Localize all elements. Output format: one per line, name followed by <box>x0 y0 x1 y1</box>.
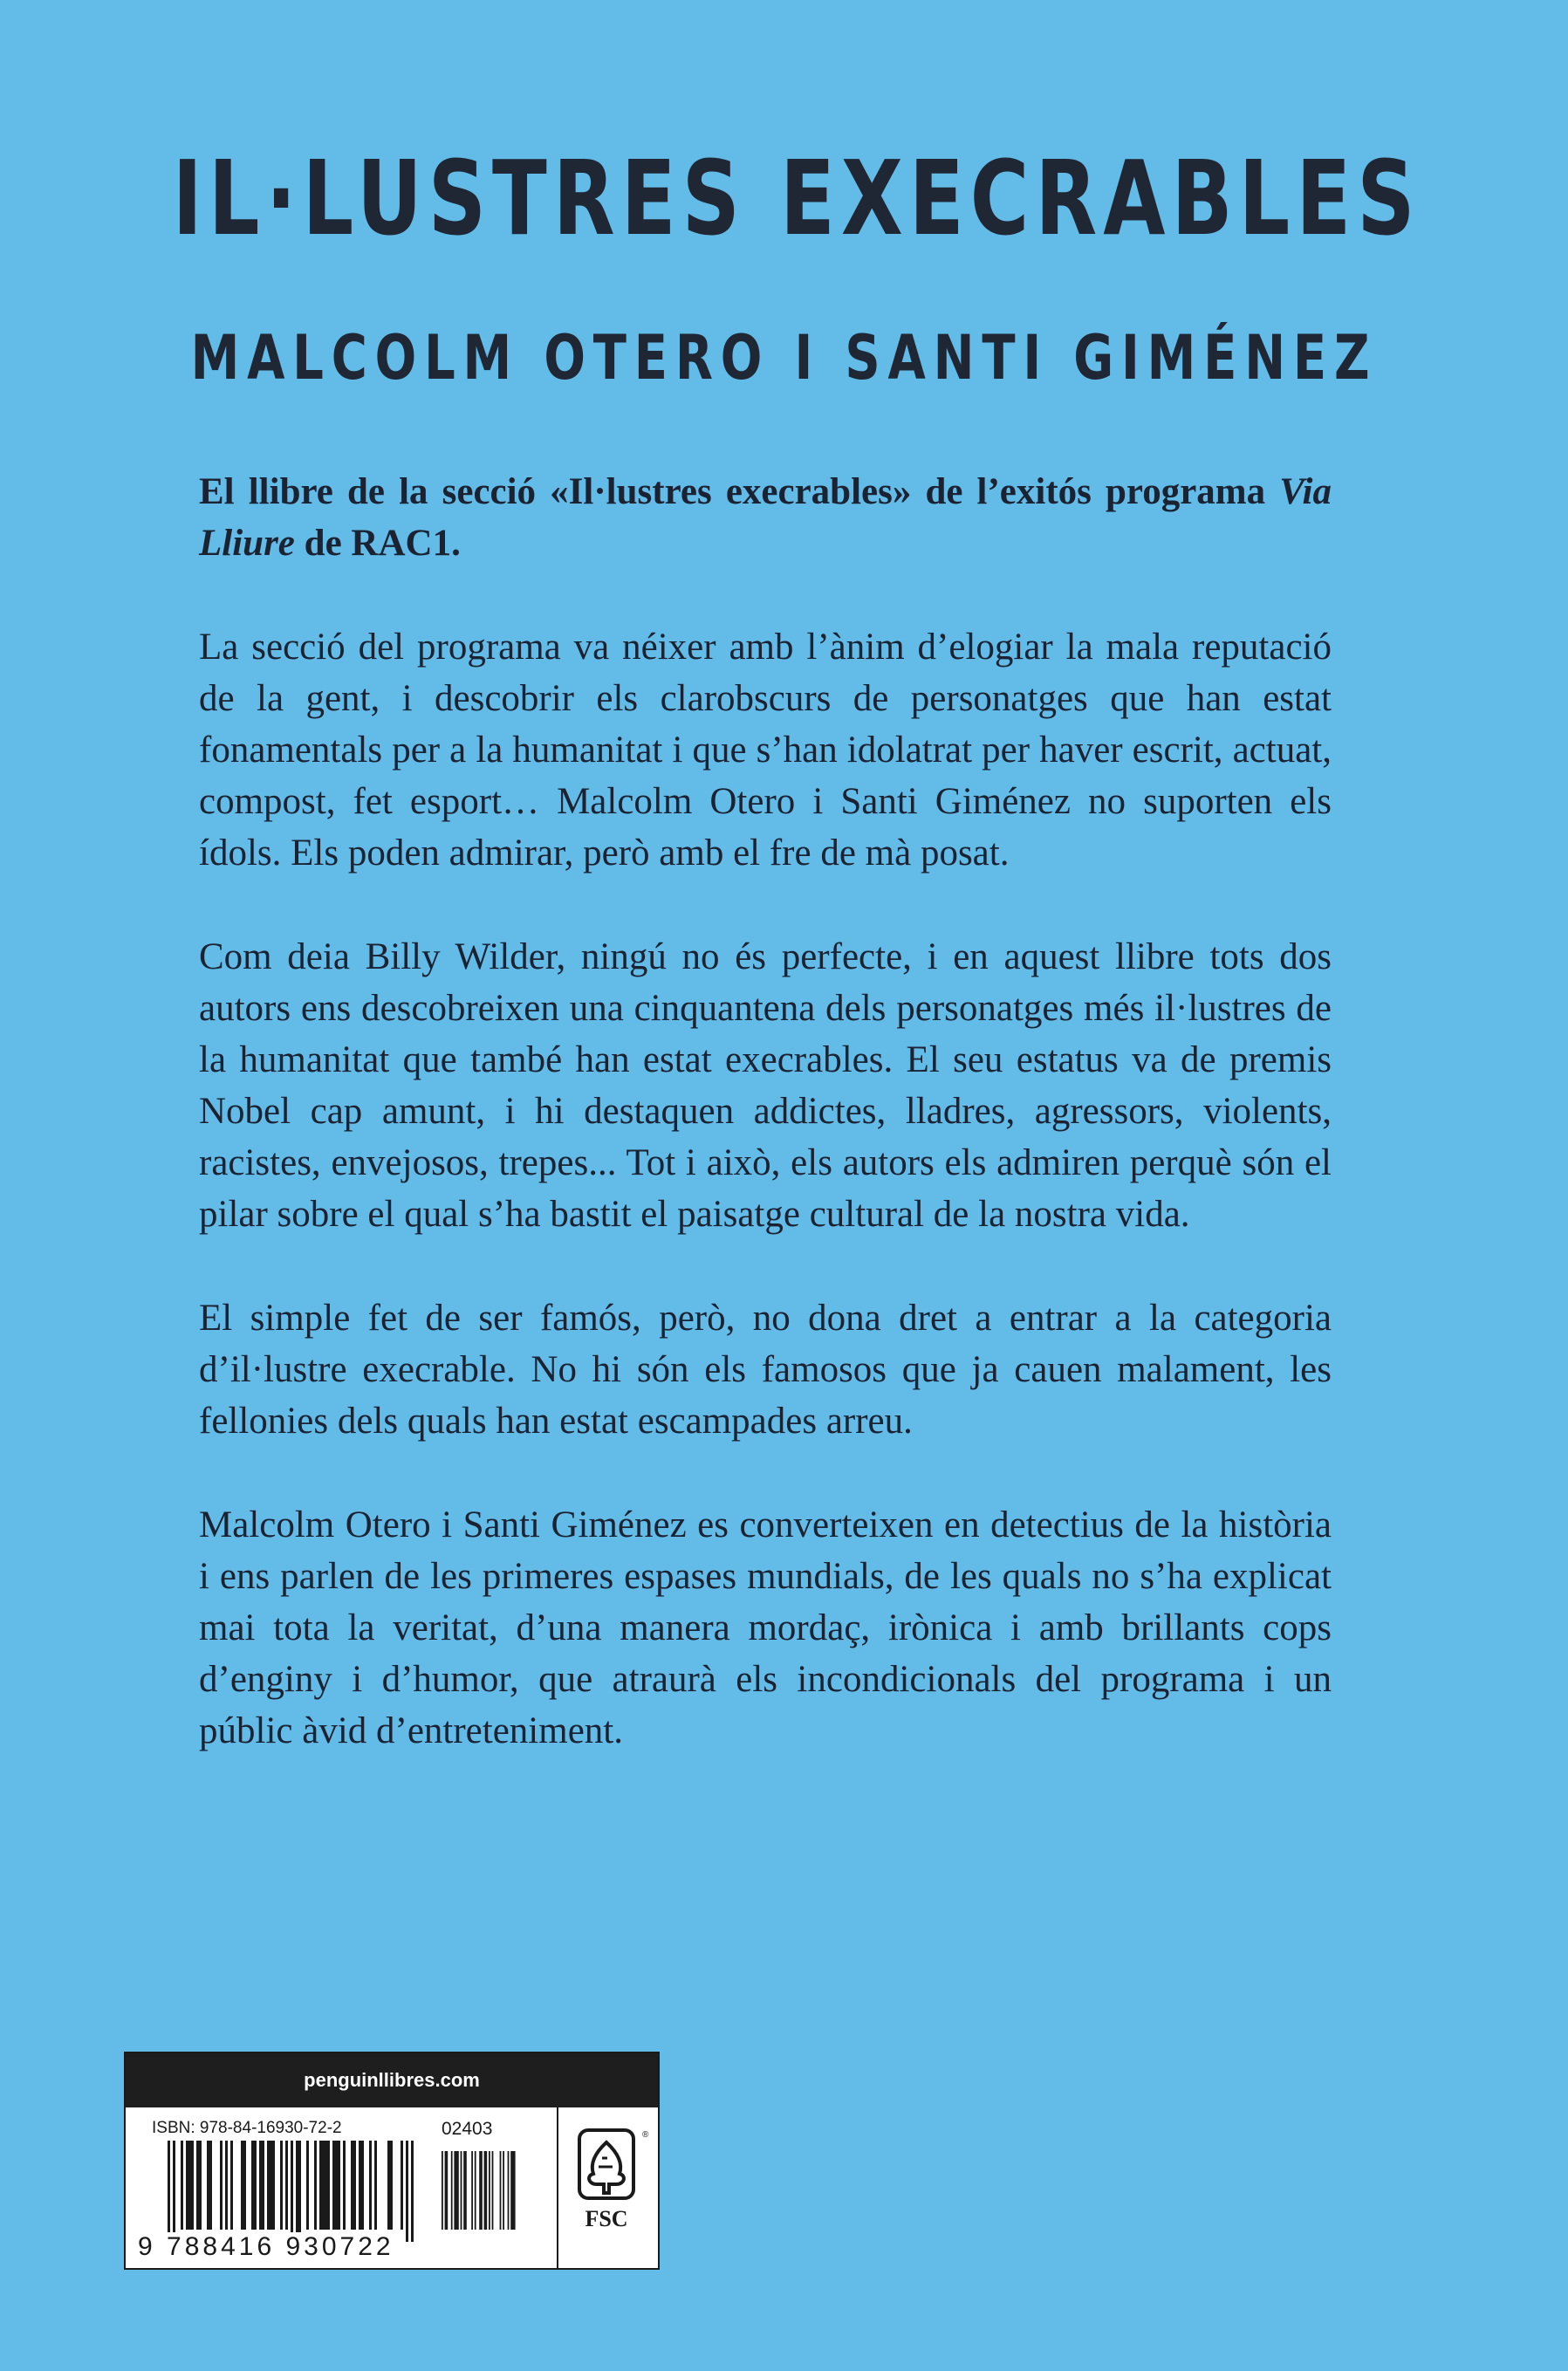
barcode-bar <box>359 2141 364 2230</box>
program-name: Via Lliure <box>199 471 1332 564</box>
fsc-divider <box>557 2107 558 2268</box>
barcode-block <box>124 2052 660 2270</box>
barcode-bar <box>225 2141 228 2230</box>
barcode-bar <box>251 2141 257 2230</box>
barcode-bar <box>186 2141 194 2230</box>
barcode-bar <box>280 2141 283 2230</box>
barcode-bar <box>285 2141 288 2230</box>
barcode-bars <box>168 2141 421 2242</box>
fsc-tree-icon <box>569 2123 647 2245</box>
barcode-bar <box>351 2141 356 2230</box>
fsc-label: FSC <box>585 2206 628 2231</box>
barcode-bar <box>220 2141 223 2230</box>
barcode-bar <box>451 2151 453 2230</box>
blurb-paragraph-2: Com deia Billy Wilder, ningú no és perfecte, i en aquest llibre tots dos autors ens descobreixen una cinquantena dels personatges més il·lustres de la humanitat que també han estat execrables. El seu estatus va de premis Nobel cap amunt, i hi destaquen addictes, lladres, agressors, violents, racistes, envejosos, trepes... Tot i això, els autors els admiren perquè són el pilar sobre el qual s’ha bastit el paisatge cultural de la nostra vida. <box>199 936 1332 1235</box>
barcode-addon-code: 02403 <box>442 2119 493 2139</box>
publisher-website: penguinllibres.com <box>126 2053 658 2107</box>
barcode-bar <box>411 2141 414 2242</box>
barcode-bar <box>454 2151 458 2230</box>
barcode-bar <box>503 2151 504 2230</box>
barcode-bar <box>461 2151 462 2230</box>
barcode-bar <box>207 2141 212 2230</box>
barcode-bar <box>387 2141 393 2230</box>
barcode-bar <box>401 2141 403 2230</box>
svg-text:®: ® <box>642 2130 649 2140</box>
barcode-bar <box>492 2151 494 2230</box>
isbn-label: ISBN: 978-84-16930-72-2 <box>152 2119 342 2137</box>
blurb-paragraph-3: El simple fet de ser famós, però, no dona dret a entrar a la categoria d’il·lustre execrable. No hi són els famosos que ja cauen malament, les fellonies dels quals han estat escampades arreu. <box>199 1298 1332 1442</box>
barcode-bar <box>259 2141 264 2230</box>
barcode-bar <box>291 2141 293 2242</box>
barcode-addon-bars <box>442 2151 511 2242</box>
barcode-bar <box>406 2141 408 2242</box>
barcode-bar <box>306 2141 309 2230</box>
barcode-bar <box>332 2141 340 2230</box>
barcode-bar <box>500 2151 502 2230</box>
barcode-bar <box>173 2141 175 2242</box>
barcode-bar <box>241 2141 246 2230</box>
barcode-bar <box>230 2141 233 2230</box>
barcode-bar <box>489 2151 490 2230</box>
barcode-bar <box>369 2141 372 2230</box>
barcode-digits: 9 788416 930722 <box>138 2232 398 2262</box>
blurb-paragraph-4: Malcolm Otero i Santi Giménez es converteixen en detectius de la història i ens parlen de les primeres espases mundials, de les quals no s’ha explicat mai tota la veritat, d’una manera mordaç, irònica i amb brillants cops d’enginy i d’humor, que atraurà els incondicionals del programa i un públic àvid d’entreteniment. <box>199 1504 1332 1751</box>
barcode-bar <box>510 2151 515 2230</box>
barcode-bar <box>267 2141 275 2230</box>
blurb-paragraph-1: La secció del programa va néixer amb l’ànim d’elogiar la mala reputació de la gent, i descobrir els clarobscurs de personatges que han estat fonamentals per a la humanitat i que s’han idolatrat per haver escrit, actuat, compost, fet esport… Malcolm Otero i Santi Giménez no suporten els ídols. Els poden admirar, però amb el fre de mà posat. <box>199 627 1332 874</box>
barcode-bar <box>479 2151 483 2230</box>
blurb <box>199 466 1332 1809</box>
blurb-lead <box>199 466 1332 569</box>
book-authors: MALCOLM OTERO I SANTI GIMÉNEZ <box>190 322 1378 394</box>
blurb-lead-part1: El llibre de la secció «Il·lustres execrables» de l’exitós programa <box>199 471 1280 512</box>
barcode-bar <box>181 2141 183 2230</box>
barcode-bar <box>508 2151 510 2230</box>
barcode-bar <box>374 2141 377 2230</box>
barcode-bar <box>463 2151 467 2230</box>
book-title: IL·LUSTRES EXECRABLES <box>172 138 1421 258</box>
barcode-bar <box>343 2141 346 2230</box>
barcode-bar <box>445 2151 448 2230</box>
barcode-bar <box>296 2141 301 2242</box>
blurb-lead-part2: de RAC1. <box>294 523 461 564</box>
barcode-bar <box>471 2151 473 2230</box>
barcode-bar <box>168 2141 170 2242</box>
barcode-bar <box>475 2151 476 2230</box>
barcode-bar <box>319 2141 330 2230</box>
barcode-bar <box>484 2151 488 2230</box>
barcode-bar <box>196 2141 202 2230</box>
barcode-bar <box>442 2151 443 2230</box>
barcode-bar <box>314 2141 317 2230</box>
